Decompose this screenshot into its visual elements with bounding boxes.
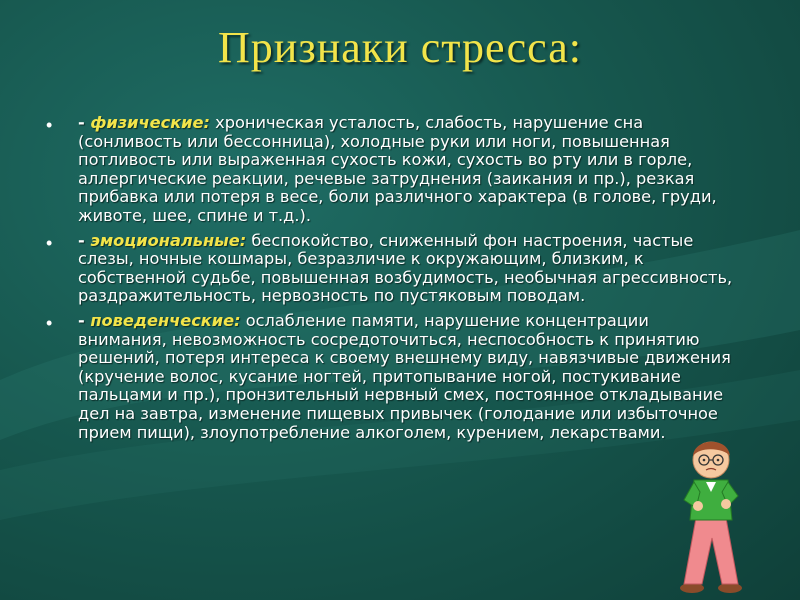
item-term: физические: [90, 113, 210, 132]
list-item-text [78, 114, 740, 226]
list-item-text [78, 232, 740, 306]
item-body: хроническая усталость, слабость, нарушение сна (сонливость или бессонница), холодные руки или ноги, повышенная потливость или выраженная сухость кожи, сухость во рту или в горле, аллергические реакции, речевые затруднения (заикания и пр.), резкая прибавка или потеря в весе, боли различного характера (в голове, груди, животе, шее, спине и т.д.). [78, 113, 717, 225]
list-item-text [78, 312, 740, 442]
item-body: беспокойство, сниженный фон настроения, частые слезы, ночные кошмары, безразличие к окружающим, близким, к собственной судьбе, повышенная возбудимость, необычная агрессивность, раздражительность, нервозность по пустяковым поводам. [78, 230, 733, 306]
bullet-dot-icon: • [46, 232, 53, 253]
item-term: поведенческие: [90, 310, 241, 330]
bullet-dot-icon: • [46, 115, 53, 135]
item-prefix: - [78, 113, 91, 132]
item-prefix: - [78, 310, 91, 330]
slide-title: Признаки стресса: [218, 23, 582, 72]
list-item [40, 114, 740, 226]
item-body: ослабление памяти, нарушение концентрации внимания, невозможность сосредоточиться, неспособность к принятию решений, потеря интереса к своему внешнему виду, навязчивые движения (кручение волос, кусание ногтей, притопывание ногой, постукивание пальцами и пр.), пронзительный нервный смех, постоянное откладывание дел на завтра, изменение пищевых привычек (голодание или избыточное прием пищи), злоупотребление алкоголем, курением, лекарствами. [78, 310, 731, 442]
list-item [40, 232, 740, 306]
list-item [40, 312, 740, 442]
item-prefix: - [78, 230, 91, 250]
bullet-dot-icon: • [46, 312, 53, 333]
stressed-character-clipart-icon [676, 430, 746, 595]
item-term: эмоциональные: [90, 230, 247, 250]
bullet-list [40, 114, 740, 448]
